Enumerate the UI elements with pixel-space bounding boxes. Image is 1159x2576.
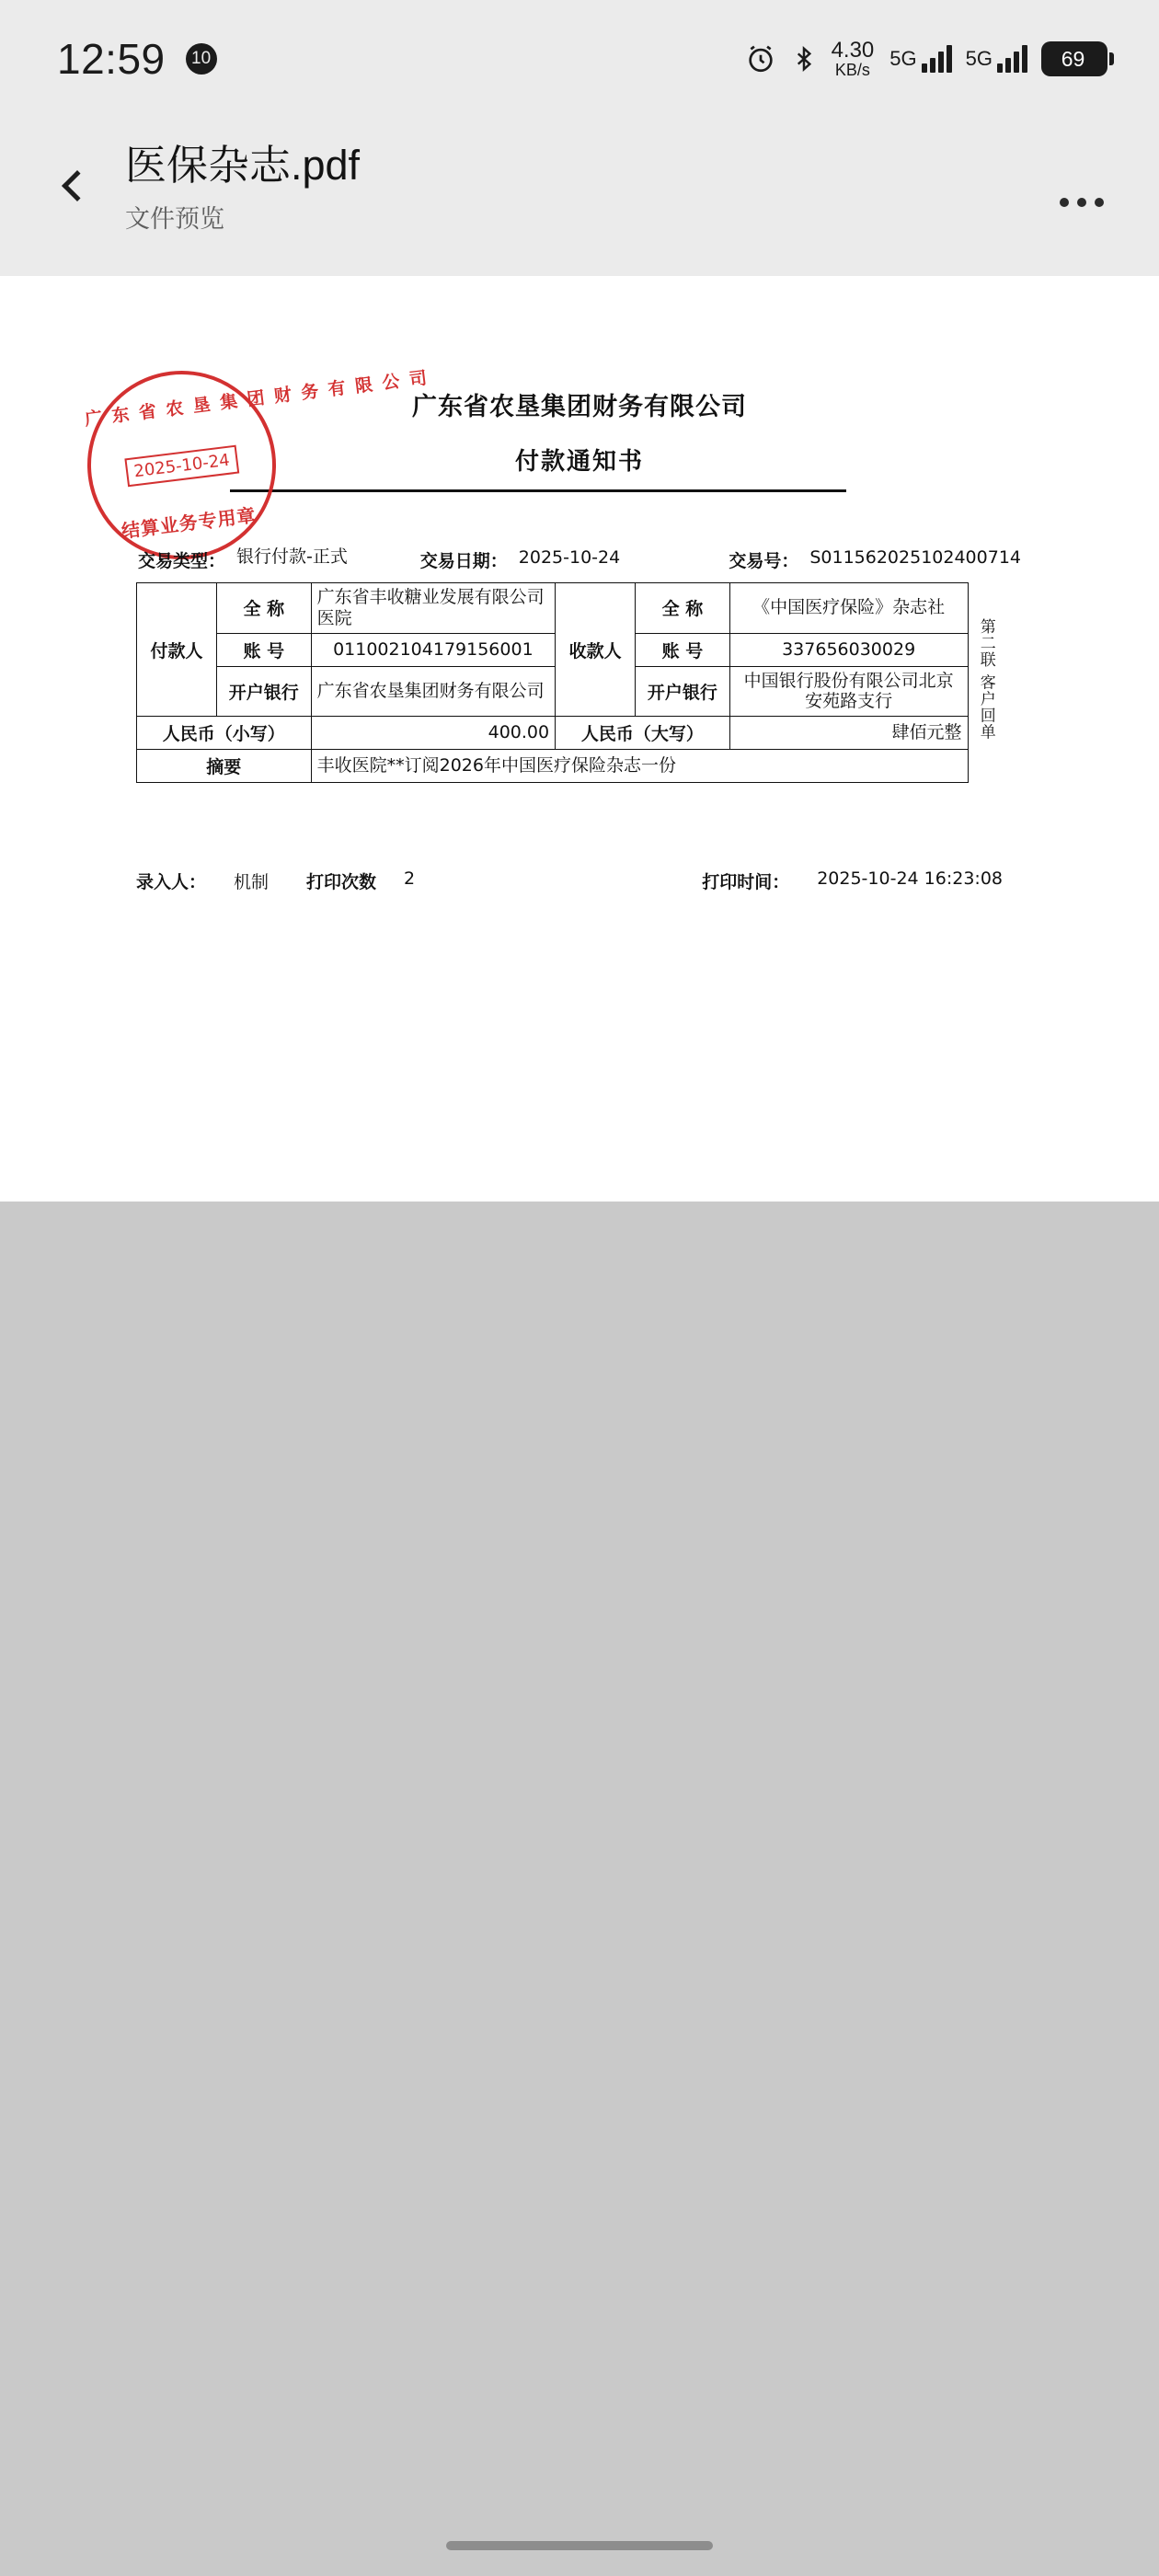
alarm-clock-icon: [745, 43, 776, 75]
header-divider: [230, 489, 846, 492]
transaction-type-label: 交易类型：: [138, 551, 226, 571]
payee-label: 收款人: [556, 583, 636, 717]
seal-date: 2025-10-24: [124, 445, 239, 488]
network-type-label-1: 5G: [889, 47, 917, 70]
payee-bank-value: 中国银行股份有限公司北京安苑路支行: [729, 666, 968, 717]
amount-small-label: 人民币（小写）: [137, 717, 312, 750]
back-button[interactable]: [40, 149, 114, 223]
seal-company-text: 广 东 省 农 垦 集 团 财 务 有 限 公 司: [83, 367, 430, 431]
transaction-number: [729, 547, 1021, 572]
amount-big-label: 人民币（大写）: [556, 717, 730, 750]
operator-field: [136, 868, 306, 893]
signal-bars-icon-2: [997, 45, 1027, 73]
signal-bars-icon-1: [922, 45, 952, 73]
transaction-date: [420, 547, 729, 572]
battery-indicator: 69: [1041, 41, 1107, 76]
print-count-label: 打印次数: [306, 872, 377, 892]
summary-value: 丰收医院**订阅2026年中国医疗保险杂志一份: [311, 750, 968, 783]
summary-label: 摘要: [137, 750, 312, 783]
table-row: [137, 583, 1004, 634]
page-title: 医保杂志.pdf: [125, 142, 361, 189]
payee-name-label: 全 称: [636, 583, 730, 634]
app-header: [0, 118, 1159, 276]
header-title-block: [125, 140, 360, 235]
payer-name-label: 全 称: [217, 583, 312, 634]
payee-account-value: 337656030029: [729, 633, 968, 666]
table-row: [137, 750, 1004, 783]
operator-value: 机制: [234, 872, 270, 892]
transaction-number-value: S011562025102400714: [809, 547, 1021, 568]
payer-label: 付款人: [137, 583, 217, 717]
document-title: 付款通知书: [514, 448, 644, 476]
print-count-value: 2: [404, 868, 416, 889]
bluetooth-icon: [790, 43, 818, 75]
print-time-field: [518, 868, 1003, 893]
network-speed-value: 4.30: [831, 38, 875, 63]
payer-name-value: 广东省丰收糖业发展有限公司医院: [311, 583, 555, 634]
print-count-field: [306, 868, 518, 893]
status-bar-left: [57, 34, 217, 84]
issuer-company-name: 广东省农垦集团财务有限公司: [412, 393, 747, 421]
notification-count-badge: 10: [186, 43, 217, 75]
operator-label: 录入人：: [136, 872, 207, 892]
payment-details-table: [136, 582, 1003, 783]
payer-bank-value: 广东省农垦集团财务有限公司: [311, 666, 555, 717]
seal-purpose-text: 结算业务专用章: [120, 503, 258, 543]
transaction-number-label: 交易号：: [729, 551, 799, 571]
payer-account-label: 账 号: [217, 633, 312, 666]
amount-small-value: 400.00: [311, 717, 555, 750]
print-time-label: 打印时间：: [702, 872, 790, 892]
payer-account-value: 011002104179156001: [311, 633, 555, 666]
transaction-date-value: 2025-10-24: [518, 547, 621, 568]
payer-bank-label: 开户银行: [217, 666, 312, 717]
status-bar-right: [745, 40, 1107, 78]
pdf-page[interactable]: [0, 276, 1159, 1202]
copy-side-strip: 第二联 客户回单: [976, 618, 995, 741]
back-chevron-icon: [62, 170, 93, 201]
status-time: 12:59: [57, 35, 166, 83]
payee-name-value: 《中国医疗保险》杂志社: [729, 583, 968, 634]
transaction-type-value: 银行付款-正式: [236, 546, 348, 567]
document-footer: [136, 868, 1003, 893]
payment-notice-document: [0, 367, 1159, 892]
network-type-label-2: 5G: [965, 47, 993, 70]
more-options-icon: [1060, 198, 1069, 207]
transaction-meta-row: [138, 547, 1021, 572]
payee-bank-label: 开户银行: [636, 666, 730, 717]
page-subtitle: 文件预览: [125, 205, 224, 234]
print-time-value: 2025-10-24 16:23:08: [817, 868, 1003, 889]
amount-big-value: 肆佰元整: [729, 717, 968, 750]
table-row: [137, 717, 1004, 750]
network-speed-unit: KB/s: [834, 61, 870, 79]
payee-account-label: 账 号: [636, 633, 730, 666]
transaction-date-label: 交易日期：: [419, 551, 508, 571]
status-bar: [0, 0, 1159, 118]
more-options-button[interactable]: [1045, 175, 1119, 230]
signal-indicator-1: [889, 45, 951, 73]
network-speed: [832, 40, 875, 78]
home-indicator[interactable]: [446, 2541, 713, 2550]
signal-indicator-2: [966, 45, 1027, 73]
transaction-type: [138, 547, 420, 572]
